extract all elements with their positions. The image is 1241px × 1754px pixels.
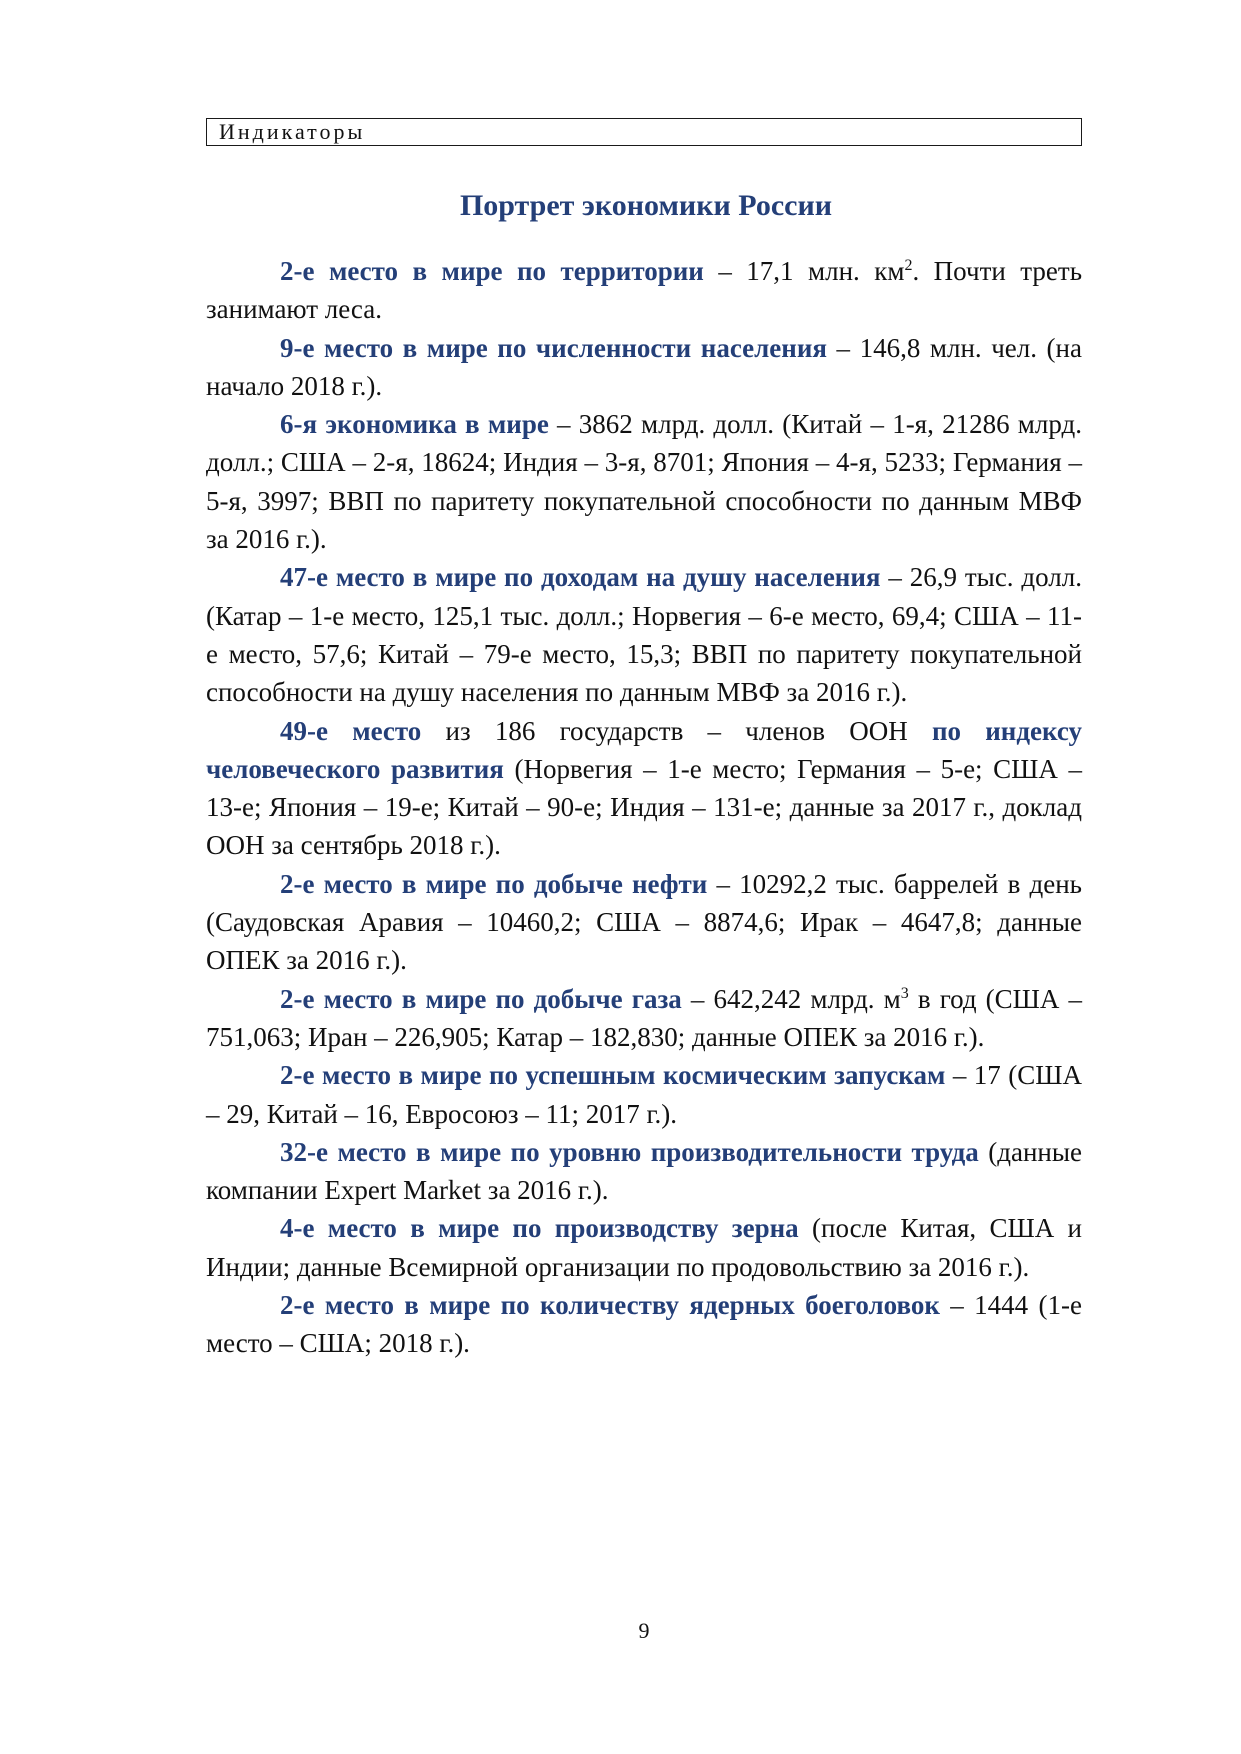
- paragraph-text: в год (США – 751,063; Иран – 226,905; Катар – 182,830; данные ОПЕК за 2016 г.).: [206, 983, 1082, 1052]
- paragraph-highlight: 47-е место в мире по доходам на душу населения: [280, 562, 881, 593]
- paragraph-productivity: [206, 1133, 1082, 1210]
- paragraph-text: из 186 государств – членов ООН: [421, 715, 932, 746]
- paragraph-highlight: 49-е место: [280, 715, 422, 746]
- paragraph-highlight: 9-е место в мире по численности населения: [280, 332, 827, 363]
- paragraph-highlight: 4-е место в мире по производству зерна: [280, 1213, 799, 1244]
- paragraph-text: – 1444 (1-е место – США; 2018 г.).: [206, 1290, 1083, 1359]
- paragraph-text: – 26,9 тыс. долл. (Катар – 1-е место, 125,1 тыс. долл.; Норвегия – 6-е место, 69,4; США – 11-е место, 57,6; Китай – 79-е место, 15,3; ВВП по паритету покупательной способности на душу населения по данным МВФ за 2016 г.).: [206, 562, 1082, 708]
- paragraph-text: (Норвегия – 1-е место; Германия – 5-е; США – 13-е; Япония – 19-е; Китай – 90-е; Индия – 131-е; данные за 2017 г., доклад ООН за сентябрь 2018 г.).: [206, 753, 1082, 861]
- page-number: 9: [638, 1618, 650, 1643]
- paragraph-highlight: 2-е место в мире по добыче нефти: [280, 868, 708, 899]
- paragraph-highlight: 2-е место в мире по территории: [280, 256, 704, 286]
- paragraph-grain: [206, 1209, 1082, 1286]
- page-title: Портрет экономики России: [459, 189, 833, 222]
- paragraph-economy: [206, 405, 1082, 558]
- paragraph-highlight: 2-е место в мире по успешным космическим запускам: [280, 1060, 946, 1091]
- paragraph-highlight: 6-я экономика в мире: [280, 409, 549, 440]
- paragraph-text: – 146,8 млн. чел. (на начало 2018 г.).: [206, 332, 1082, 401]
- paragraph-population: [206, 329, 1082, 406]
- paragraph-highlight: 2-е место в мире по количеству ядерных боеголовок: [280, 1290, 940, 1321]
- paragraph-territory: [206, 252, 1082, 329]
- paragraph-highlight: 2-е место в мире по добыче газа: [280, 983, 682, 1014]
- paragraph-highlight: 32-е место в мире по уровню производительности труда: [280, 1136, 979, 1167]
- paragraph-text: (после Китая, США и Индии; данные Всемирной организации по продовольствию за 2016 г.).: [206, 1213, 1082, 1282]
- paragraph-hdi: [206, 712, 1082, 865]
- paragraph-text: (данные компании Expert Market за 2016 г.).: [206, 1136, 1082, 1206]
- paragraph-text: – 3862 млрд. долл. (Китай – 1-я, 21286 млрд. долл.; США – 2-я, 18624; Индия – 3-я, 8701; Япония – 4-я, 5233; Германия – 5-я, 3997; ВВП по паритету покупательной способности по данным МВФ за 2016 г.).: [206, 409, 1082, 555]
- paragraph-text: – 642,242 млрд. м: [681, 983, 901, 1014]
- paragraph-gas: [206, 980, 1082, 1057]
- superscript: 3: [900, 984, 909, 1002]
- paragraph-text: – 17,1 млн. км: [703, 256, 905, 286]
- paragraph-highlight: по индексу человеческого развития: [206, 715, 1082, 784]
- paragraph-income: [206, 558, 1082, 711]
- paragraph-space-launches: [206, 1056, 1082, 1133]
- paragraph-warheads: [206, 1286, 1082, 1363]
- superscript: 2: [904, 257, 913, 274]
- paragraph-text: – 17 (США – 29, Китай – 16, Евросоюз – 11; 2017 г.).: [206, 1060, 1082, 1129]
- running-header: Индикаторы: [206, 118, 1082, 146]
- paragraph-text: – 10292,2 тыс. баррелей в день (Саудовская Аравия – 10460,2; США – 8874,6; Ирак – 4647,8; данные ОПЕК за 2016 г.).: [206, 868, 1082, 976]
- paragraph-oil: [206, 865, 1082, 980]
- body-text: [206, 252, 1082, 1363]
- paragraph-text: . Почти треть занимают леса.: [206, 256, 1083, 325]
